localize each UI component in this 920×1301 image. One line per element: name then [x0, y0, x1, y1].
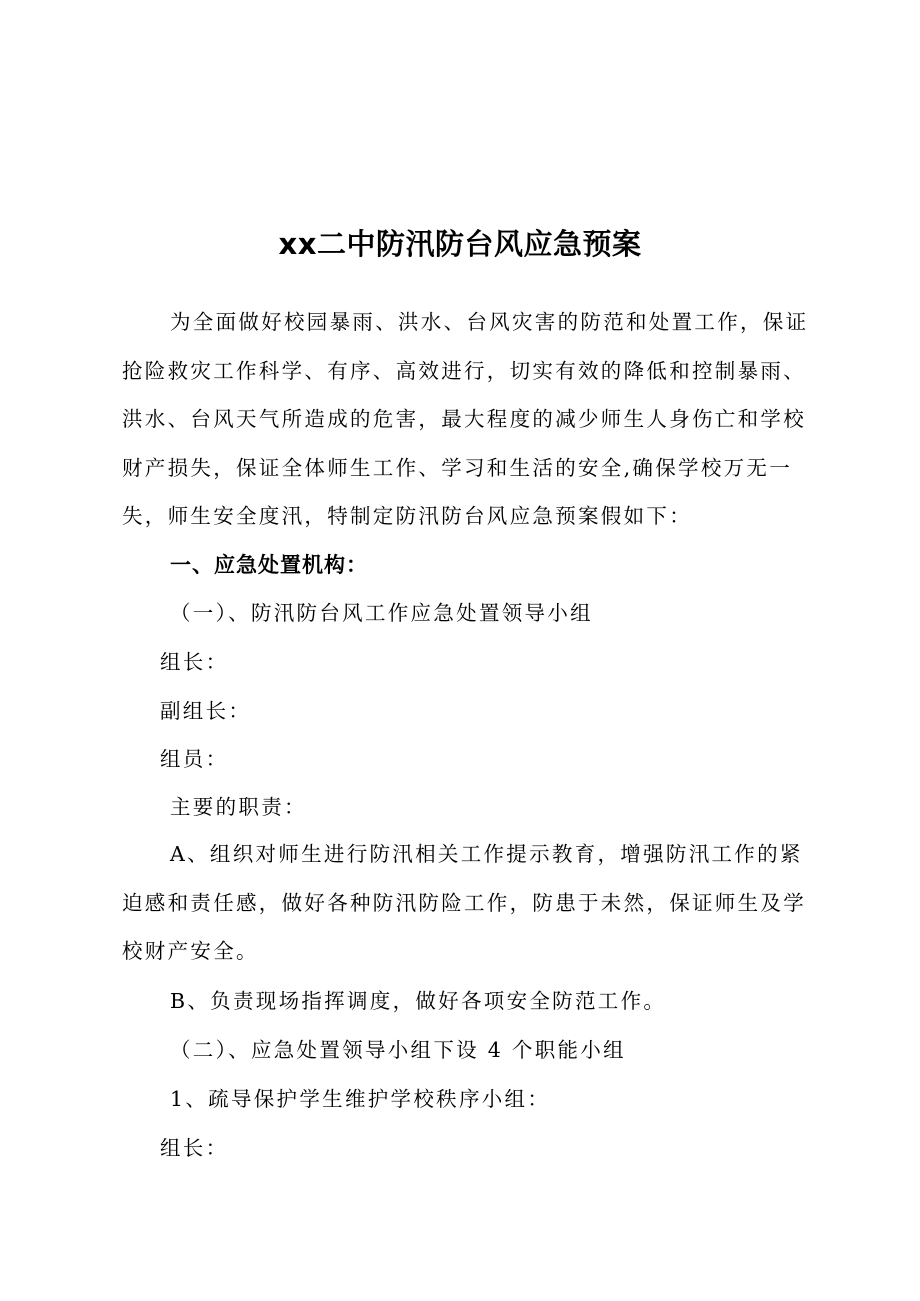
members-label: 组员：: [160, 747, 229, 771]
deputy-leader-label: 副组长：: [160, 699, 252, 723]
document-title: xx二中防汛防台风应急预案: [278, 227, 642, 261]
intro-paragraph: 为全面做好校园暴雨、洪水、台风灾害的防范和处置工作，保证抢险救灾工作科学、有序、高效进行，切实有效的降低和控制暴雨、洪水、台风天气所造成的危害，最大程度的减少师生人身伤亡和学校财产损失，保证全体师生工作、学习和生活的安全,确保学校万无一失，师生安全度汛，特制定防汛防台风应急预案假如下：: [122, 310, 809, 528]
duty-b-line: B、负责现场指挥调度，做好各项安全防范工作。: [170, 989, 667, 1013]
duty-a-paragraph: A、组织对师生进行防汛相关工作提示教育，增强防汛工作的紧迫感和责任感，做好各种防汛防险工作，防患于未然，保证师生及学校财产安全。: [122, 842, 806, 963]
section1-heading: 一、应急处置机构：: [170, 553, 368, 577]
group1-leader-label: 组长：: [160, 1136, 229, 1160]
sub2-heading: （二）、应急处置领导小组下设 4 个职能小组: [170, 1038, 626, 1062]
duties-label: 主要的职责：: [170, 795, 307, 819]
group1-heading: 1、疏导保护学生维护学校秩序小组：: [170, 1087, 551, 1111]
leader-label: 组长：: [160, 650, 229, 674]
sub1-heading: （一）、防汛防台风工作应急处置领导小组: [170, 601, 593, 625]
